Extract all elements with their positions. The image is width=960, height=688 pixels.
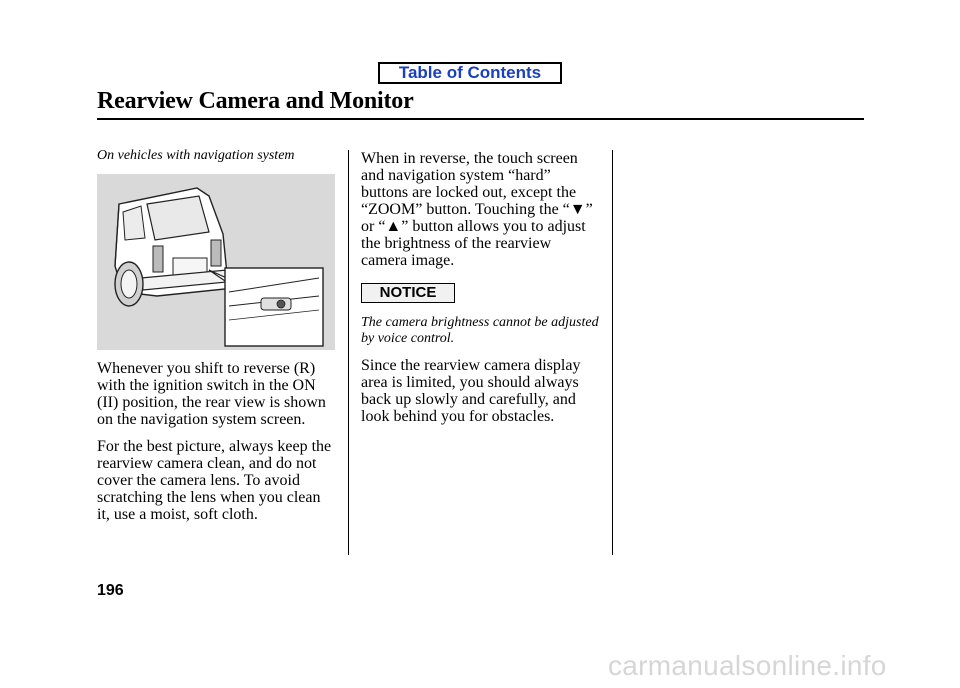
title-divider [97, 118, 864, 120]
notice-badge: NOTICE [361, 283, 455, 303]
watermark: carmanualsonline.info [608, 650, 887, 681]
notice-text: The camera brightness cannot be adjusted by voice control. [361, 315, 599, 346]
page-title: Rearview Camera and Monitor [97, 88, 414, 114]
paragraph-reverse-view: Whenever you shift to reverse (R) with the ignition switch in the ON (II) position, the rear view is shown on the navigation system screen. [97, 360, 326, 428]
figure-caption: On vehicles with navigation system [97, 148, 295, 163]
column-divider-right [612, 150, 613, 555]
table-of-contents-button[interactable]: Table of Contents [378, 62, 562, 84]
rear-camera-illustration [97, 174, 335, 350]
left-column [97, 148, 337, 533]
paragraph-touch-screen: When in reverse, the touch screen and navigation system “hard” buttons are locked out, except the “ZOOM” button. Touching the “▼” or “▲” button allows you to adjust the brightness of the rearview camera image. [361, 150, 593, 269]
paragraph-back-up-carefully: Since the rearview camera display area is limited, you should always back up slowly and carefully, and look behind you for obstacles. [361, 357, 581, 425]
middle-column [361, 150, 601, 435]
paragraph-clean-camera: For the best picture, always keep the rearview camera clean, and do not cover the camera lens. To avoid scratching the lens when you clean it, use a moist, soft cloth. [97, 438, 332, 523]
column-divider-left [348, 150, 349, 555]
vehicle-rear-camera-drawing [97, 174, 335, 350]
page-number: 196 [97, 582, 124, 599]
